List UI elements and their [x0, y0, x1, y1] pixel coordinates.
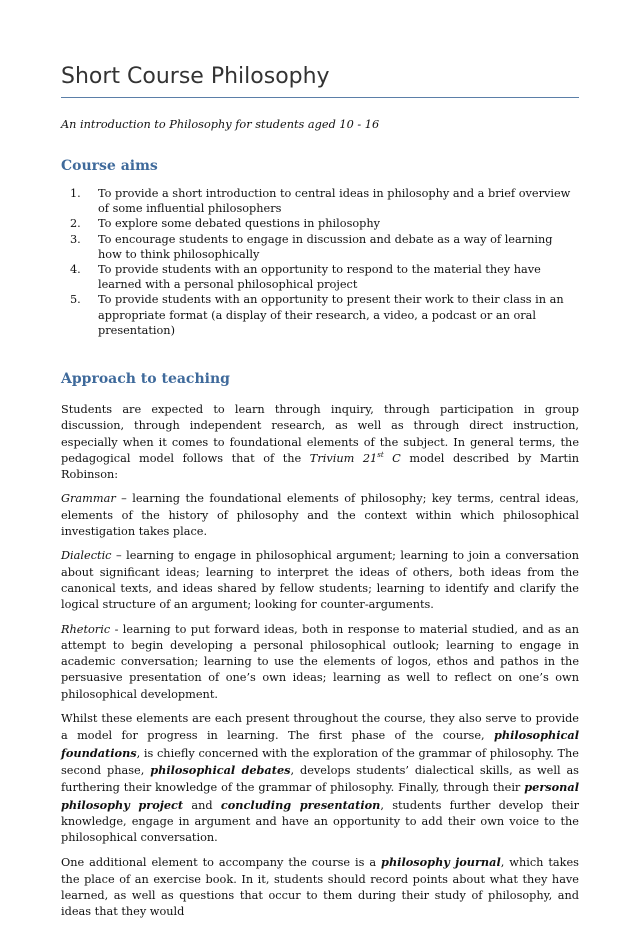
course-aims-list [61, 186, 579, 338]
subtitle: An introduction to Philosophy for students aged 10 - 16 [61, 118, 380, 131]
list-item: 3. To encourage students to engage in discussion and debate as a way of learning how to think philosophically [70, 232, 553, 261]
title-divider [61, 97, 579, 98]
rhetoric-paragraph: Rhetoric - learning to put forward ideas, both in response to material studied, and as an attempt to begin developing a personal philosophical outlook; learning to engage in academic conversation; learning to use the elements of logos, ethos and pathos in the persuasive presentation of one’s own ideas; learning as well to reflect on one’s own philosophical development. [61, 622, 579, 701]
list-item: 1. To provide a short introduction to central ideas in philosophy and a brief overview of some influential philosophers [70, 187, 571, 216]
list-item: 2. To explore some debated questions in philosophy [70, 217, 381, 231]
progress-paragraph: Whilst these elements are each present throughout the course, they also serve to provide a model for progress in learning. The first phase of the course, philosophical foundations, is chiefly concerned with the exploration of the grammar of philosophy. The second phase, philosophical debates, develops students’ dialectical skills, as well as furthering their knowledge of the grammar of philosophy. Finally, through their personal philosophy project and concluding presentation, students further develop their knowledge, engage in argument and have an opportunity to add their own voice to the philosophical conversation. [61, 712, 579, 845]
list-item: 5. To provide students with an opportunity to present their work to their class in an appropriate format (a display of their research, a video, a podcast or an oral presentation) [70, 293, 564, 337]
page-title: Short Course Philosophy [61, 64, 330, 89]
journal-paragraph: One additional element to accompany the course is a philosophy journal, which takes the place of an exercise book. In it, students should record points about what they have learned, as well as questions that occur to them during their study of philosophy, and ideas that they would [61, 855, 579, 919]
approach-heading: Approach to teaching [61, 371, 230, 387]
dialectic-paragraph: Dialectic – learning to engage in philosophical argument; learning to join a conversation about significant ideas; learning to interpret the ideas of others, both ideas from the canonical texts, and ideas shared by fellow students; learning to identify and clarify the logical structure of an argument; looking for counter-arguments. [61, 549, 579, 612]
course-aims-heading: Course aims [61, 158, 158, 174]
approach-body [61, 402, 579, 929]
grammar-paragraph: Grammar – learning the foundational elements of philosophy; key terms, central ideas, elements of the history of philosophy and the context within which philosophical investigation takes place. [61, 492, 579, 539]
intro-paragraph: Students are expected to learn through inquiry, through participation in group discussion, through independent research, as well as through direct instruction, especially when it comes to foundational elements of the subject. In general terms, the pedagogical model follows that of the Trivium 21st C model described by Martin Robinson: [61, 403, 579, 482]
list-item: 4. To provide students with an opportunity to respond to the material they have learned with a personal philosophical project [70, 263, 541, 292]
